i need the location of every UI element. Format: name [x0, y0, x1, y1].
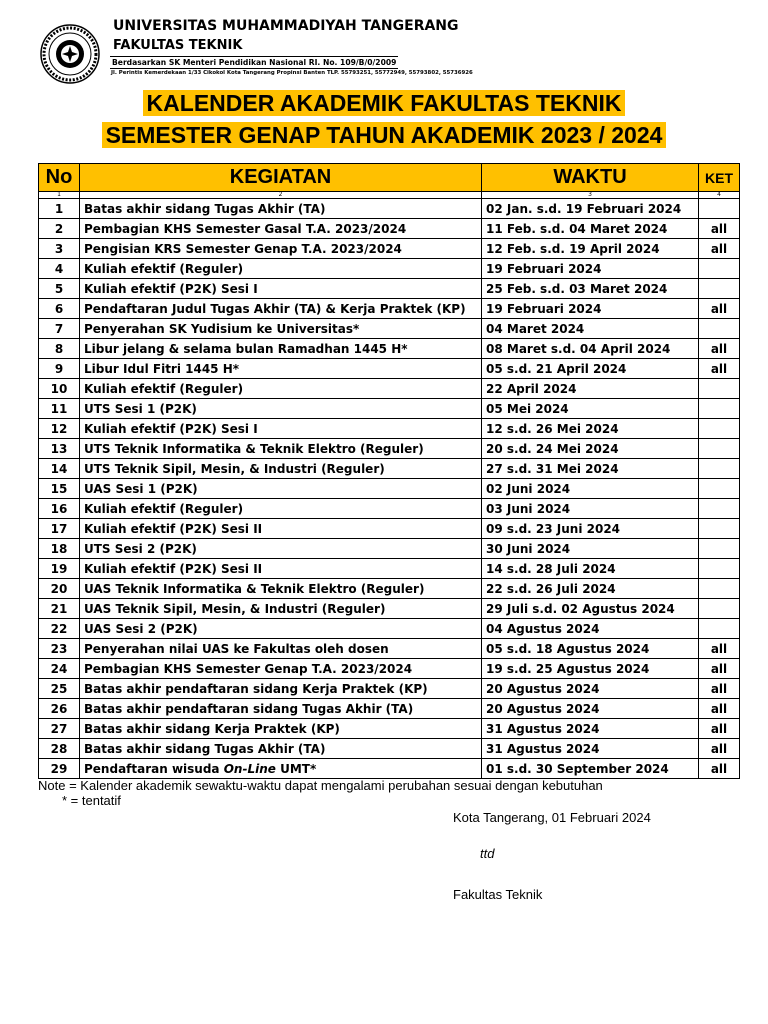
row-number: 16 — [39, 499, 80, 519]
ket-cell: all — [699, 239, 740, 259]
row-number: 28 — [39, 739, 80, 759]
ket-cell — [699, 599, 740, 619]
column-number-row — [39, 192, 740, 199]
column-number: 2 — [80, 192, 482, 199]
row-number: 1 — [39, 199, 80, 219]
date-cell: 25 Feb. s.d. 03 Maret 2024 — [482, 279, 699, 299]
date-cell: 14 s.d. 28 Juli 2024 — [482, 559, 699, 579]
column-number: 4 — [699, 192, 740, 199]
activity-cell: UAS Teknik Informatika & Teknik Elektro (Reguler) — [80, 579, 482, 599]
table-row — [39, 299, 740, 319]
ket-cell — [699, 499, 740, 519]
row-number: 12 — [39, 419, 80, 439]
activity-cell: UAS Sesi 1 (P2K) — [80, 479, 482, 499]
activity-cell: Batas akhir pendaftaran sidang Tugas Akhir (TA) — [80, 699, 482, 719]
ket-cell — [699, 279, 740, 299]
activity-cell: Kuliah efektif (P2K) Sesi II — [80, 519, 482, 539]
ket-cell — [699, 439, 740, 459]
row-number: 13 — [39, 439, 80, 459]
ket-cell: all — [699, 679, 740, 699]
activity-cell: Libur Idul Fitri 1445 H* — [80, 359, 482, 379]
row-number: 27 — [39, 719, 80, 739]
ket-cell: all — [699, 659, 740, 679]
date-cell: 03 Juni 2024 — [482, 499, 699, 519]
table-row — [39, 499, 740, 519]
date-cell: 20 Agustus 2024 — [482, 699, 699, 719]
document-subtitle — [0, 122, 768, 149]
ket-cell: all — [699, 219, 740, 239]
date-cell: 05 s.d. 21 April 2024 — [482, 359, 699, 379]
header-ket: KET — [699, 164, 740, 192]
table-row — [39, 339, 740, 359]
ket-cell: all — [699, 359, 740, 379]
activity-cell: UTS Teknik Sipil, Mesin, & Industri (Reguler) — [80, 459, 482, 479]
signer-name: Fakultas Teknik — [453, 887, 543, 902]
date-cell: 12 Feb. s.d. 19 April 2024 — [482, 239, 699, 259]
header-no: No — [39, 164, 80, 192]
activity-cell: Pengisian KRS Semester Genap T.A. 2023/2024 — [80, 239, 482, 259]
activity-cell: Batas akhir sidang Tugas Akhir (TA) — [80, 739, 482, 759]
ket-cell — [699, 199, 740, 219]
title-line-1: KALENDER AKADEMIK FAKULTAS TEKNIK — [143, 90, 626, 116]
row-number: 10 — [39, 379, 80, 399]
date-cell: 08 Maret s.d. 04 April 2024 — [482, 339, 699, 359]
row-number: 20 — [39, 579, 80, 599]
table-row — [39, 739, 740, 759]
date-cell: 22 s.d. 26 Juli 2024 — [482, 579, 699, 599]
table-row — [39, 539, 740, 559]
row-number: 22 — [39, 619, 80, 639]
note-text: Note = Kalender akademik sewaktu-waktu dapat mengalami perubahan sesuai dengan kebutuhan — [38, 778, 603, 793]
activity-cell: Pembagian KHS Semester Gasal T.A. 2023/2024 — [80, 219, 482, 239]
table-header-row — [39, 164, 740, 192]
table-row — [39, 459, 740, 479]
activity-cell: Pendaftaran wisuda On-Line UMT* — [80, 759, 482, 779]
date-cell: 22 April 2024 — [482, 379, 699, 399]
row-number: 24 — [39, 659, 80, 679]
ket-cell: all — [699, 639, 740, 659]
date-cell: 12 s.d. 26 Mei 2024 — [482, 419, 699, 439]
row-number: 21 — [39, 599, 80, 619]
activity-cell: Penyerahan nilai UAS ke Fakultas oleh dosen — [80, 639, 482, 659]
table-row — [39, 679, 740, 699]
header-waktu: WAKTU — [482, 164, 699, 192]
table-row — [39, 239, 740, 259]
ket-cell: all — [699, 759, 740, 779]
table-row — [39, 419, 740, 439]
date-cell: 31 Agustus 2024 — [482, 739, 699, 759]
table-row — [39, 559, 740, 579]
table-row — [39, 619, 740, 639]
header-kegiatan: KEGIATAN — [80, 164, 482, 192]
ket-cell — [699, 479, 740, 499]
document-title — [0, 90, 768, 117]
table-row — [39, 219, 740, 239]
row-number: 15 — [39, 479, 80, 499]
row-number: 25 — [39, 679, 80, 699]
date-cell: 19 Februari 2024 — [482, 299, 699, 319]
table-body — [39, 199, 740, 779]
row-number: 7 — [39, 319, 80, 339]
activity-cell: Kuliah efektif (P2K) Sesi I — [80, 279, 482, 299]
activity-cell: Batas akhir sidang Kerja Praktek (KP) — [80, 719, 482, 739]
ket-cell — [699, 379, 740, 399]
ket-cell — [699, 619, 740, 639]
faculty-name: FAKULTAS TEKNIK — [113, 38, 243, 53]
title-line-2: SEMESTER GENAP TAHUN AKADEMIK 2023 / 2024 — [102, 122, 667, 148]
table-row — [39, 439, 740, 459]
ket-cell — [699, 539, 740, 559]
table-row — [39, 759, 740, 779]
ket-cell — [699, 319, 740, 339]
table-row — [39, 479, 740, 499]
date-cell: 02 Juni 2024 — [482, 479, 699, 499]
place-date: Kota Tangerang, 01 Februari 2024 — [453, 810, 651, 825]
academic-calendar-table — [38, 163, 740, 779]
date-cell: 29 Juli s.d. 02 Agustus 2024 — [482, 599, 699, 619]
row-number: 14 — [39, 459, 80, 479]
activity-cell: Kuliah efektif (Reguler) — [80, 499, 482, 519]
row-number: 4 — [39, 259, 80, 279]
row-number: 19 — [39, 559, 80, 579]
ket-cell: all — [699, 699, 740, 719]
ket-cell — [699, 519, 740, 539]
row-number: 26 — [39, 699, 80, 719]
date-cell: 09 s.d. 23 Juni 2024 — [482, 519, 699, 539]
ket-cell: all — [699, 739, 740, 759]
activity-cell: UAS Teknik Sipil, Mesin, & Industri (Reguler) — [80, 599, 482, 619]
table-row — [39, 659, 740, 679]
row-number: 9 — [39, 359, 80, 379]
activity-cell: Penyerahan SK Yudisium ke Universitas* — [80, 319, 482, 339]
date-cell: 01 s.d. 30 September 2024 — [482, 759, 699, 779]
row-number: 5 — [39, 279, 80, 299]
table-row — [39, 319, 740, 339]
row-number: 29 — [39, 759, 80, 779]
activity-cell: Libur jelang & selama bulan Ramadhan 1445 H* — [80, 339, 482, 359]
activity-cell: Kuliah efektif (Reguler) — [80, 379, 482, 399]
table-row — [39, 279, 740, 299]
activity-cell: Kuliah efektif (Reguler) — [80, 259, 482, 279]
activity-cell: Pembagian KHS Semester Genap T.A. 2023/2024 — [80, 659, 482, 679]
date-cell: 02 Jan. s.d. 19 Februari 2024 — [482, 199, 699, 219]
ket-cell — [699, 459, 740, 479]
date-cell: 20 Agustus 2024 — [482, 679, 699, 699]
activity-cell: Batas akhir sidang Tugas Akhir (TA) — [80, 199, 482, 219]
activity-cell: Kuliah efektif (P2K) Sesi II — [80, 559, 482, 579]
ket-cell — [699, 419, 740, 439]
table-row — [39, 399, 740, 419]
activity-cell: Kuliah efektif (P2K) Sesi I — [80, 419, 482, 439]
ket-cell — [699, 259, 740, 279]
date-cell: 04 Maret 2024 — [482, 319, 699, 339]
table-row — [39, 519, 740, 539]
tentatif-note: * = tentatif — [62, 793, 121, 808]
column-number: 1 — [39, 192, 80, 199]
date-cell: 19 Februari 2024 — [482, 259, 699, 279]
activity-cell: Pendaftaran Judul Tugas Akhir (TA) & Kerja Praktek (KP) — [80, 299, 482, 319]
activity-cell: UAS Sesi 2 (P2K) — [80, 619, 482, 639]
date-cell: 31 Agustus 2024 — [482, 719, 699, 739]
ket-cell: all — [699, 299, 740, 319]
date-cell: 05 Mei 2024 — [482, 399, 699, 419]
university-seal-icon — [40, 24, 100, 84]
activity-cell: UTS Teknik Informatika & Teknik Elektro (Reguler) — [80, 439, 482, 459]
row-number: 6 — [39, 299, 80, 319]
activity-cell: UTS Sesi 1 (P2K) — [80, 399, 482, 419]
row-number: 2 — [39, 219, 80, 239]
table-row — [39, 379, 740, 399]
table-row — [39, 599, 740, 619]
date-cell: 20 s.d. 24 Mei 2024 — [482, 439, 699, 459]
row-number: 17 — [39, 519, 80, 539]
ket-cell: all — [699, 339, 740, 359]
accreditation-line: Berdasarkan SK Menteri Pendidikan Nasional RI. No. 109/B/0/2009 — [112, 58, 397, 67]
ket-cell: all — [699, 719, 740, 739]
column-number: 3 — [482, 192, 699, 199]
activity-cell: Batas akhir pendaftaran sidang Kerja Praktek (KP) — [80, 679, 482, 699]
ket-cell — [699, 559, 740, 579]
row-number: 8 — [39, 339, 80, 359]
table-row — [39, 579, 740, 599]
date-cell: 19 s.d. 25 Agustus 2024 — [482, 659, 699, 679]
row-number: 11 — [39, 399, 80, 419]
date-cell: 27 s.d. 31 Mei 2024 — [482, 459, 699, 479]
table-row — [39, 359, 740, 379]
date-cell: 05 s.d. 18 Agustus 2024 — [482, 639, 699, 659]
activity-cell: UTS Sesi 2 (P2K) — [80, 539, 482, 559]
ket-cell — [699, 579, 740, 599]
university-name: UNIVERSITAS MUHAMMADIYAH TANGERANG — [113, 18, 459, 34]
address-line: Jl. Perintis Kemerdekaan 1/33 Cikokol Kota Tangerang Propinsi Banten TLP. 55793251, 55772949, 55793802, 55736926 — [111, 70, 473, 76]
row-number: 18 — [39, 539, 80, 559]
date-cell: 04 Agustus 2024 — [482, 619, 699, 639]
table-row — [39, 719, 740, 739]
table-row — [39, 699, 740, 719]
date-cell: 11 Feb. s.d. 04 Maret 2024 — [482, 219, 699, 239]
table-row — [39, 259, 740, 279]
table-row — [39, 199, 740, 219]
ket-cell — [699, 399, 740, 419]
row-number: 3 — [39, 239, 80, 259]
table-row — [39, 639, 740, 659]
signature-ttd: ttd — [480, 846, 495, 861]
row-number: 23 — [39, 639, 80, 659]
date-cell: 30 Juni 2024 — [482, 539, 699, 559]
